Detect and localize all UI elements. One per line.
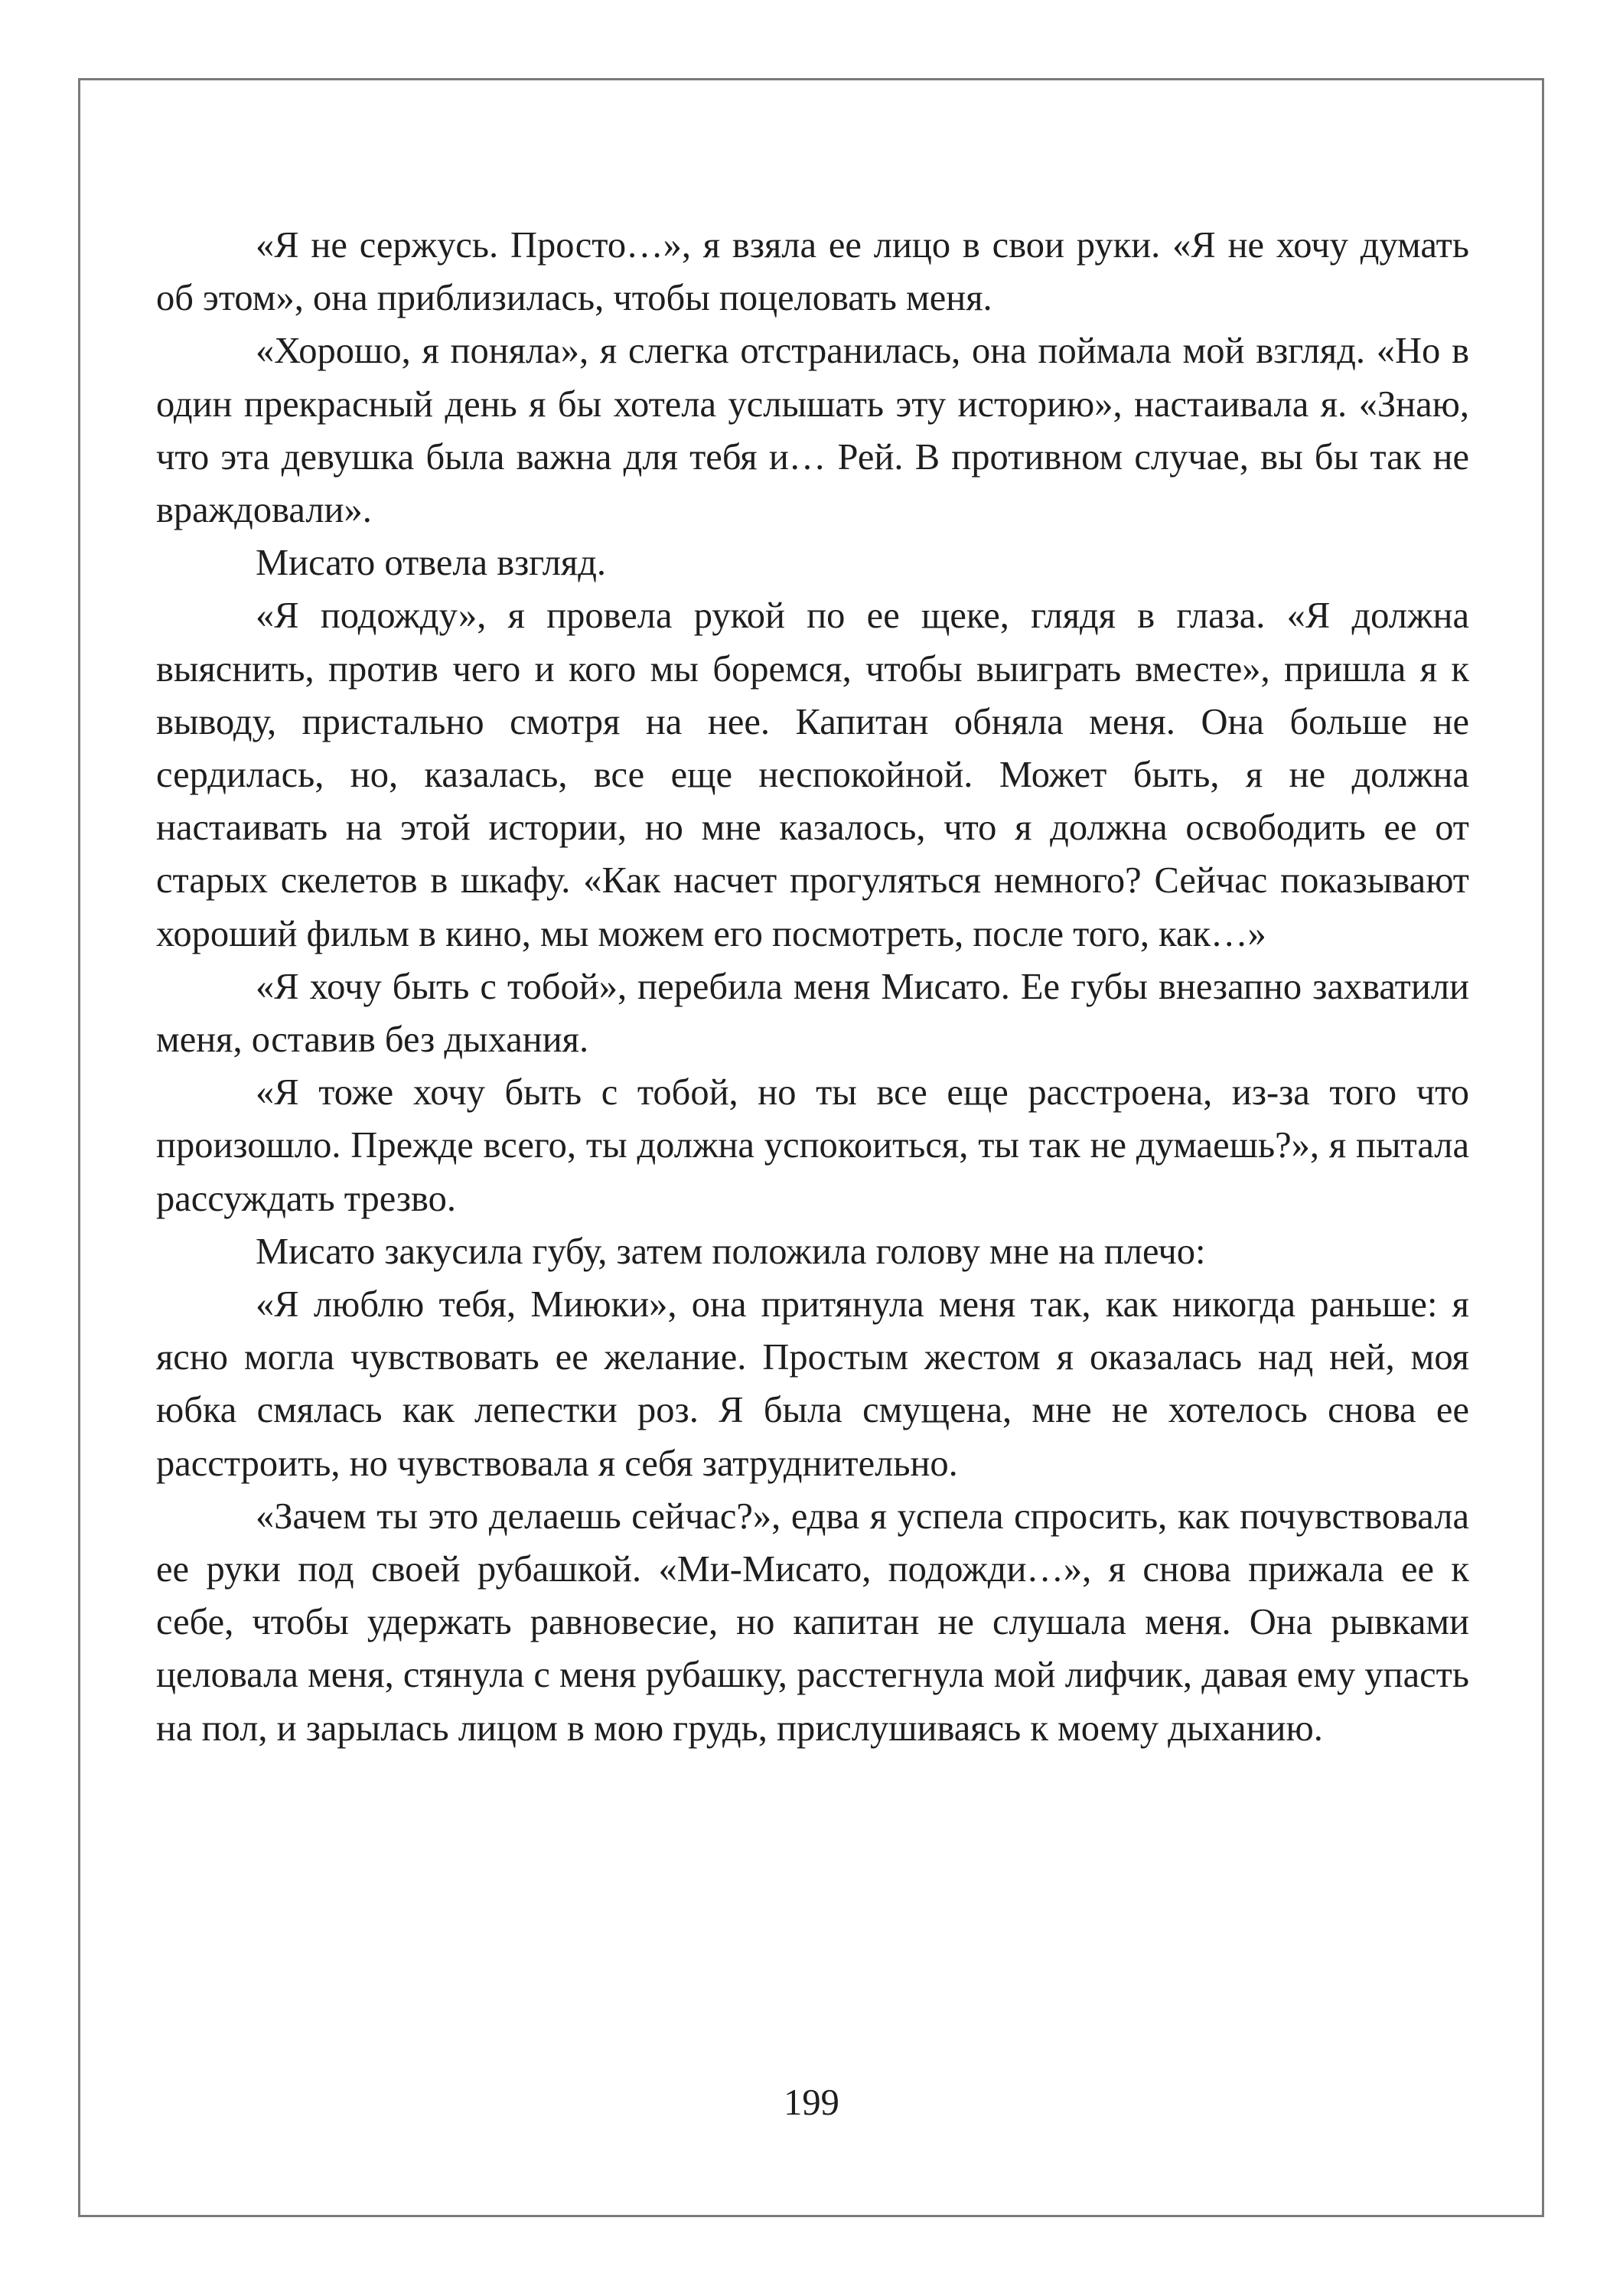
paragraph: «Я подожду», я провела рукой по ее щеке, глядя в глаза. «Я должна выяснить, против чего и кого мы боремся, чтобы выиграть вместе», пришла я к выводу, пристально смотря на нее. Капитан обняла меня. Она больше не сердилась, но, казалась, все еще неспокойной. Может быть, я не должна настаивать на этой истории, но мне казалось, что я должна освободить ее от старых скелетов в шкафу. «Как насчет прогуляться немного? Сейчас показывают хороший фильм в кино, мы можем его посмотреть, после того, как…»	[156, 595, 1469, 954]
page-body-text	[156, 219, 1469, 1755]
paragraph: Мисато закусила губу, затем положила голову мне на плечо:	[256, 1231, 1206, 1272]
paragraph: «Хорошо, я поняла», я слегка отстранилась, она поймала мой взгляд. «Но в один прекрасный день я бы хотела услышать эту историю», настаивала я. «Знаю, что эта девушка была важна для тебя и… Рей. В противном случае, вы бы так не враждовали».	[156, 331, 1469, 531]
paragraph: «Я не сержусь. Просто…», я взяла ее лицо в свои руки. «Я не хочу думать об этом», она приблизилась, чтобы поцеловать меня.	[156, 225, 1469, 319]
paragraph: «Я хочу быть с тобой», перебила меня Мисато. Ее губы внезапно захватили меня, оставив без дыхания.	[156, 966, 1469, 1061]
paragraph: «Зачем ты это делаешь сейчас?», едва я успела спросить, как почувствовала ее руки под своей рубашкой. «Ми-Мисато, подожди…», я снова прижала ее к себе, чтобы удержать равновесие, но капитан не слушала меня. Она рывками целовала меня, стянула с меня рубашку, расстегнула мой лифчик, давая ему упасть на пол, и зарылась лицом в мою грудь, прислушиваясь к моему дыханию.	[156, 1495, 1469, 1749]
paragraph: «Я тоже хочу быть с тобой, но ты все еще расстроена, из-за того что произошло. Прежде всего, ты должна успокоиться, ты так не думаешь?», я пытала рассуждать трезво.	[156, 1072, 1469, 1219]
paragraph: «Я люблю тебя, Миюки», она притянула меня так, как никогда раньше: я ясно могла чувствовать ее желание. Простым жестом я оказалась над ней, моя юбка смялась как лепестки роз. Я была смущена, мне не хотелось снова ее расстроить, но чувствовала я себя затруднительно.	[156, 1284, 1469, 1484]
paragraph: Мисато отвела взгляд.	[256, 543, 607, 584]
page-number: 199	[784, 2082, 839, 2123]
